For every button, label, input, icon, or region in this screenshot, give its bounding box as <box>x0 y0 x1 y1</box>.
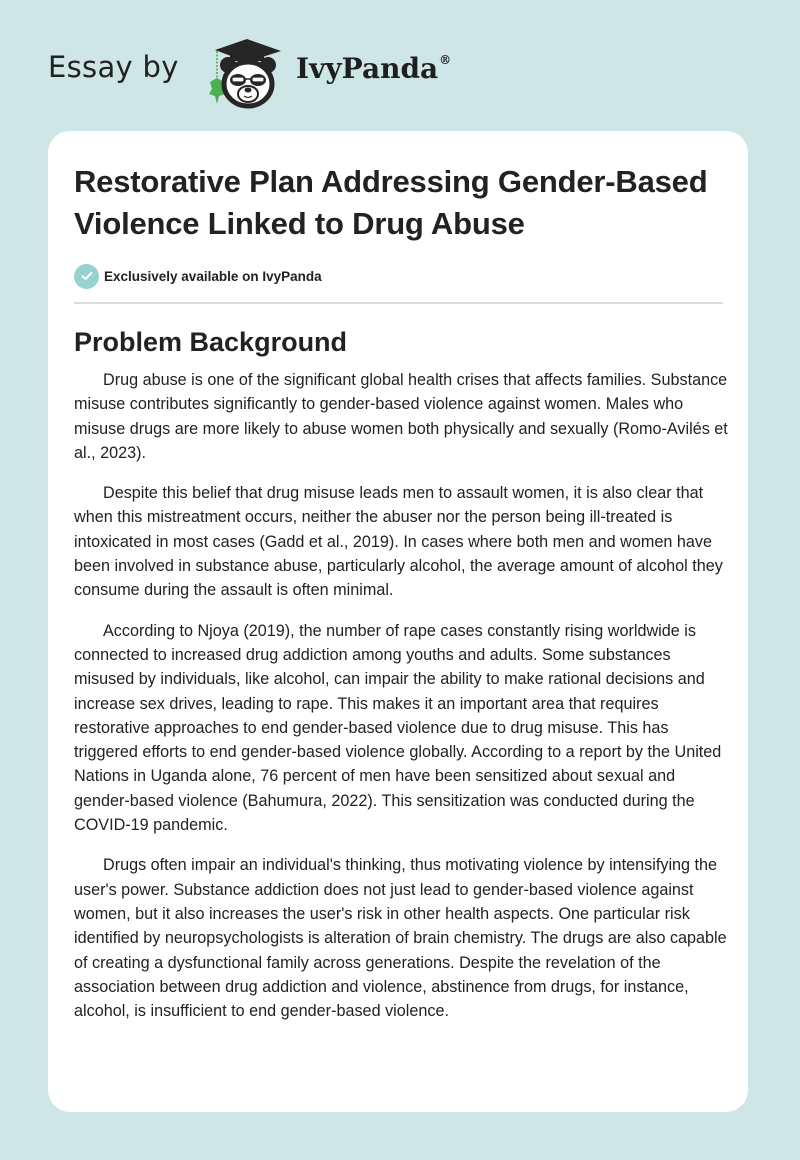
panda-graduation-cap-logo-icon <box>201 34 293 110</box>
title-divider <box>74 302 723 304</box>
essay-by-label: Essay by <box>48 50 179 84</box>
exclusive-text: Exclusively available on IvyPanda <box>104 268 322 284</box>
paragraph: Drug abuse is one of the significant global health crises that affects families. Substance misuse contributes significantly to gender-based violence against women. Males who misuse drugs are more likely to abuse women both physically and sexually (Romo-Avilés et al., 2023). <box>74 371 728 462</box>
site-header <box>0 0 800 130</box>
essay-card <box>48 131 748 1112</box>
paragraph: According to Njoya (2019), the number of rape cases constantly rising worldwide is connected to increased drug addiction among youths and adults. Some substances misused by individuals, like alcohol, can impair the ability to make rational decisions and increase sex drives, leading to rape. This makes it an important area that requires restorative approaches to end gender-based violence due to drug misuse. This has triggered efforts to end gender-based violence globally. According to a report by the United Nations in Uganda alone, 76 percent of men have been sensitized about sexual and gender-based violence (Bahumura, 2022). This sensitization was conducted during the COVID-19 pandemic. <box>74 621 722 835</box>
registered-mark: ® <box>439 53 452 67</box>
essay-title: Restorative Plan Addressing Gender-Based Violence Linked to Drug Abuse <box>74 164 708 241</box>
paragraph: Drugs often impair an individual's thinking, thus motivating violence by intensifying the user's power. Substance addiction does not just lead to gender-based violence against women, but it also increases the user's risk in other health aspects. One particular risk identified by neuropsychologists is alteration of brain chemistry. The drugs are also capable of creating a dysfunctional family across generations. Despite the revelation of the association between drug addiction and violence, abstinence from drugs, for instance, alcohol, is insufficient to end gender-based violence. <box>74 856 727 1021</box>
brand-name <box>296 52 451 85</box>
paragraph: Despite this belief that drug misuse leads men to assault women, it is also clear that when this mistreatment occurs, neither the abuser nor the person being ill-treated is intoxicated in most cases (Gadd et al., 2019). In cases where both men and women have been involved in substance abuse, particularly alcohol, the average amount of alcohol they consume during the assault is often minimal. <box>74 484 723 600</box>
brand-name-text: IvyPanda <box>296 52 439 85</box>
section-heading: Problem Background <box>74 327 348 357</box>
exclusive-badge <box>74 263 322 289</box>
essay-body <box>74 368 728 1039</box>
check-circle-icon <box>74 264 99 289</box>
